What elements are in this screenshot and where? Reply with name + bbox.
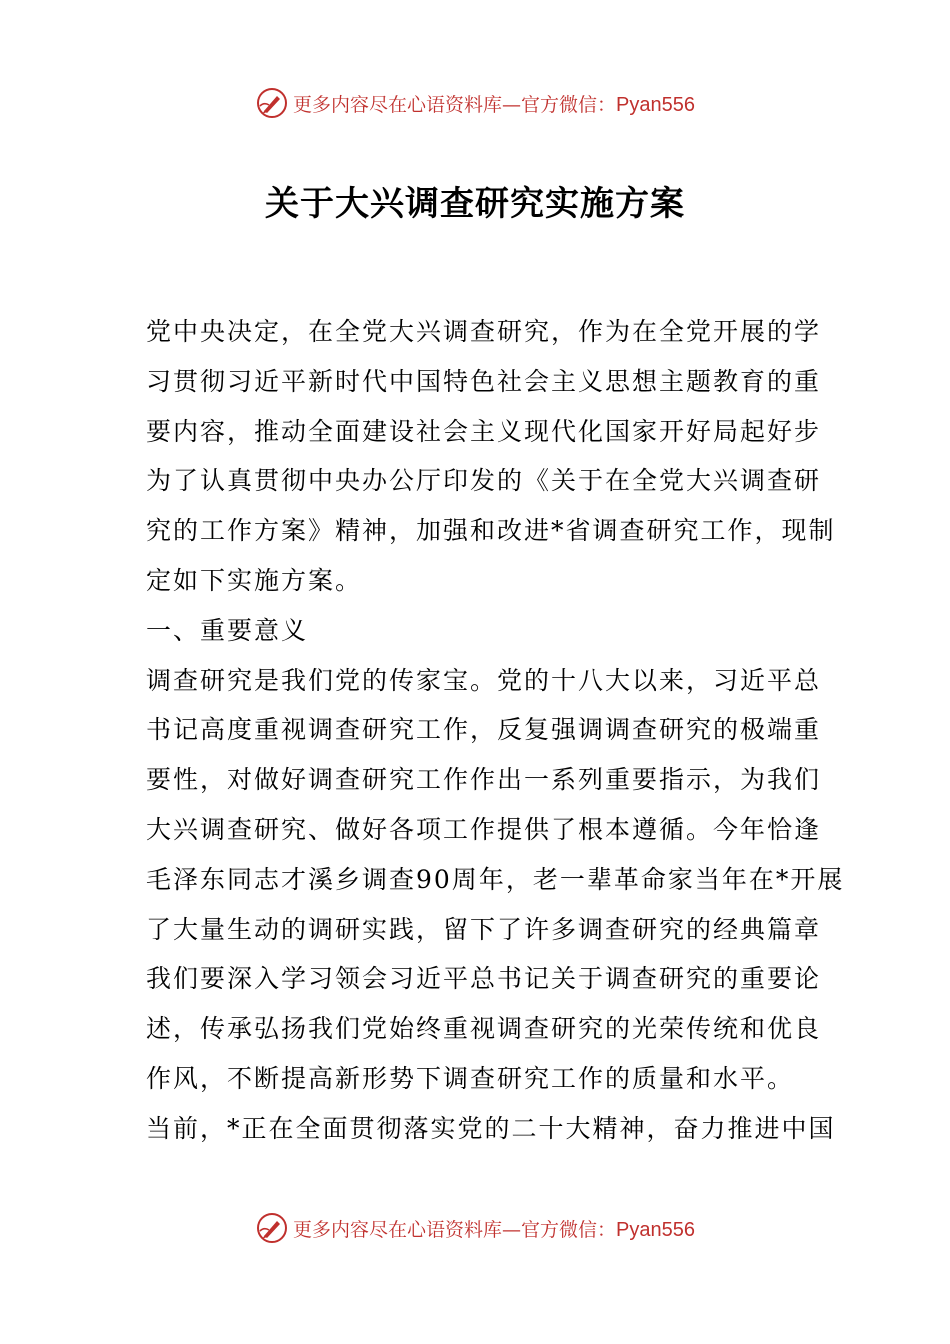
text-line: 究的工作方案》精神，加强和改进*省调查研究工作，现制 <box>146 516 836 546</box>
text-line: 定如下实施方案。 <box>146 565 363 595</box>
document-title: 关于大兴调查研究实施方案 <box>265 184 685 224</box>
text-line: 大兴调查研究、做好各项工作提供了根本遵循。今年恰逢 <box>146 814 822 844</box>
header-watermark <box>0 83 950 123</box>
text-line: 述，传承弘扬我们党始终重视调查研究的光荣传统和优良 <box>146 1014 822 1044</box>
text-line: 了大量生动的调研实践，留下了许多调查研究的经典篇章 <box>146 914 822 944</box>
text-line: 我们要深入学习领会习近平总书记关于调查研究的重要论 <box>146 964 822 994</box>
text-line: 书记高度重视调查研究工作，反复强调调查研究的极端重 <box>146 715 822 745</box>
watermark-text: 更多内容尽在心语资料库—官方微信：Pyan556 <box>293 93 695 116</box>
pen-logo-icon <box>255 86 289 120</box>
text-line: 调查研究是我们党的传家宝。党的十八大以来，习近平总 <box>146 665 822 695</box>
wechat-id: Pyan556 <box>616 1218 695 1241</box>
footer-watermark <box>0 1208 950 1248</box>
section-heading: 一、重要意义 <box>146 615 309 645</box>
document-body <box>146 307 845 1154</box>
text-line: 毛泽东同志才溪乡调查90周年，老一辈革命家当年在*开展 <box>146 864 845 894</box>
text-line: 要性，对做好调查研究工作作出一系列重要指示，为我们 <box>146 765 822 795</box>
text-line: 习贯彻习近平新时代中国特色社会主义思想主题教育的重 <box>146 366 822 396</box>
pen-logo-icon <box>255 1211 289 1245</box>
text-line: 为了认真贯彻中央办公厅印发的《关于在全党大兴调查研 <box>146 466 822 496</box>
text-line: 党中央决定，在全党大兴调查研究，作为在全党开展的学 <box>146 317 822 346</box>
text-line: 要内容，推动全面建设社会主义现代化国家开好局起好步 <box>146 416 822 446</box>
text-line: 作风，不断提高新形势下调查研究工作的质量和水平。 <box>146 1063 795 1093</box>
text-line: 当前，*正在全面贯彻落实党的二十大精神，奋力推进中国 <box>146 1113 836 1143</box>
watermark-text: 更多内容尽在心语资料库—官方微信：Pyan556 <box>293 1218 695 1241</box>
wechat-id: Pyan556 <box>616 93 695 116</box>
